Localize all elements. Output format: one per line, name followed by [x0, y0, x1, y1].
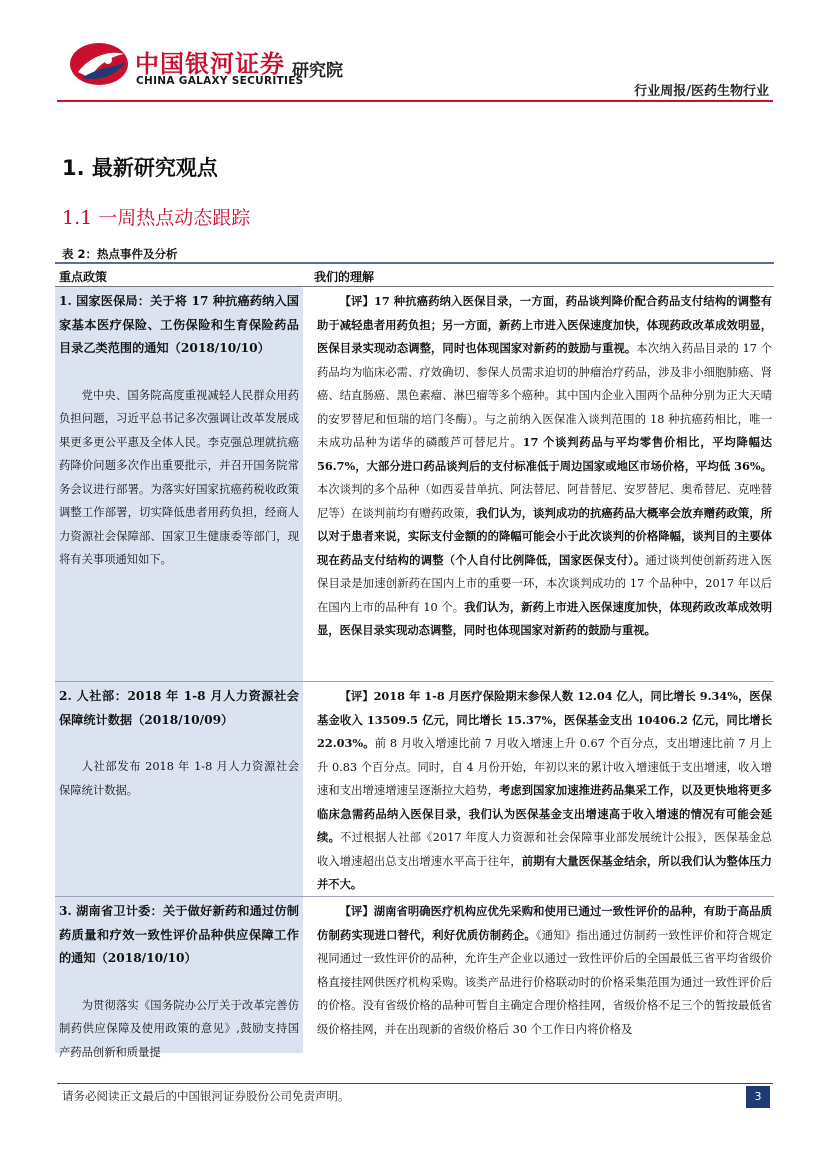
column-header-analysis: 我们的理解	[314, 270, 375, 284]
footer-divider	[57, 1083, 773, 1084]
analysis-text: 【评】17 种抗癌药纳入医保目录，一方面，药品谈判降价配合药品支付结构的调整有助于减轻患者用药负担；另一方面，新药上市进入医保速度加快，体现药政改革成效明显，医保目录实现动态调整，同时也体现国家对新药的鼓励与重视。本次纳入药品目录的 17 个药品均为临床必需、疗效确切、参保人员需求迫切的肿瘤治疗药品，涉及非小细胞肺癌、肾癌、结直肠癌、黑色素瘤、淋巴瘤等多个癌种。其中国内企业入围两个品种分别为正大天晴的安罗替尼和恒瑞的培门冬酶）。与之前纳入医保准入谈判范围的 18 种抗癌药相比，唯一未成功品种为诺华的磷酸芦可替尼片。17 个谈判药品与平均零售价相比，平均降幅达 56.7%，大部分进口药品谈判后的支付标准低于周边国家或地区市场价格，平均低 36%。本次谈判的多个品种（如西妥昔单抗、阿法替尼、阿昔替尼、安罗替尼、奥希替尼、克唑替尼等）在谈判前均有赠药政策，我们认为，谈判成功的抗癌药品大概率会放弃赠药政策，所以对于患者来说，实际支付金额的的降幅可能会小于此次谈判的价格降幅，谈判目的主要体现在药品支付结构的调整（个人自付比例降低，国家医保支付）。通过谈判使创新药进入医保目录是加速创新药在国内上市的重要一环，本次谈判成功的 17 个品种中，2017 年以后在国内上市的品种有 10 个。我们认为，新药上市进入医保速度加快，体现药政改革成效明显，医保目录实现动态调整，同时也体现国家对新药的鼓励与重视。	[317, 294, 772, 637]
table-header	[55, 262, 774, 287]
analysis-cell	[311, 287, 774, 681]
page-number: 3	[746, 1086, 770, 1108]
policy-cell	[55, 682, 303, 896]
hot-events-table	[55, 262, 774, 1059]
policy-body: 党中央、国务院高度重视减轻人民群众用药负担问题，习近平总书记多次强调让改革发展成果更多更公平惠及全体人民。李克强总理就抗癌药降价问题多次作出重要批示，并召开国务院常务会议进行部署。为落实好国家抗癌药税收政策调整工作部署，切实降低患者用药负担，经商人力资源社会保障部、国家卫生健康委等部门，现将有关事项通知如下。	[59, 388, 299, 566]
column-header-policy: 重点政策	[59, 270, 108, 284]
subsection-heading: 1.1 一周热点动态跟踪	[62, 207, 251, 229]
header-divider	[57, 100, 773, 102]
table-row	[55, 682, 774, 897]
analysis-text: 【评】湖南省明确医疗机构应优先采购和使用已通过一致性评价的品种，有助于高品质仿制药实现进口替代，利好优质仿制药企。《通知》指出通过仿制药一致性评价和符合规定视同通过一致性评价的品种，允许生产企业以通过一致性评价后的全国最低三省平均省级价格直接挂网供医疗机构采购。该类产品进行价格联动时的价格采集范围为通过一致性评价后的价格。没有省级价格的品种可暂自主确定合理价格挂网，省级价格不足三个的暂按最低省级价格挂网，并在出现新的省级价格后 30 个工作日内将价格及	[317, 904, 772, 1036]
policy-body: 人社部发布 2018 年 1-8 月人力资源社会保障统计数据。	[59, 760, 299, 797]
brand-name-cn: 中国银河证券	[135, 50, 285, 78]
institute-label: 研究院	[292, 61, 343, 81]
analysis-cell	[311, 682, 774, 896]
analysis-cell	[311, 897, 774, 1053]
analysis-text: 【评】2018 年 1-8 月医疗保险期末参保人数 12.04 亿人，同比增长 9.34%，医保基金收入 13509.5 亿元，同比增长 15.37%，医保基金支出 10406.2 亿元，同比增长 22.03%。前 8 月收入增速比前 7 月收入增速上升 0.67 个百分点，支出增速比前 7 月上升 0.83 个百分点。同时，自 4 月份开始，年初以来的累计收入增速低于支出增速，收入增速和支出增速增速呈逐渐拉大趋势，考虑到国家加速推进药品集采工作，以及更快地将更多临床急需药品纳入医保目录，我们认为医保基金支出增速高于收入增速的情况有可能会延续。不过根据人社部《2017 年度人力资源和社会保障事业部发展统计公报》，医保基金总收入增速超出总支出增速水平高于往年，前期有大量医保基金结余，所以我们认为整体压力并不大。	[317, 689, 773, 891]
table-row	[55, 287, 774, 682]
policy-body: 为贯彻落实《国务院办公厅关于改革完善仿制药供应保障及使用政策的意见》,鼓励支持国产药品创新和质量提	[59, 998, 299, 1059]
table-title: 表 2：热点事件及分析	[62, 247, 178, 261]
policy-title: 1. 国家医保局：关于将 17 种抗癌药纳入国家基本医疗保险、工伤保险和生育保险药品目录乙类范围的通知（2018/10/10）	[59, 294, 299, 355]
disclaimer-note: 请务必阅读正文最后的中国银河证券股份公司免责声明。	[62, 1089, 350, 1103]
report-category: 行业周报/医药生物行业	[634, 84, 769, 99]
galaxy-logo-icon	[68, 38, 130, 90]
policy-title: 3. 湖南省卫计委：关于做好新药和通过仿制药质量和疗效一致性评价品种供应保障工作的通知（2018/10/10）	[59, 904, 299, 965]
policy-title: 2. 人社部：2018 年 1-8 月人力资源社会保障统计数据（2018/10/09）	[59, 689, 299, 727]
table-row	[55, 897, 774, 1059]
policy-cell	[55, 287, 303, 681]
policy-cell	[55, 897, 303, 1059]
brand-name-en: CHINA GALAXY SECURITIES	[136, 75, 304, 87]
section-heading: 1. 最新研究观点	[62, 156, 218, 180]
